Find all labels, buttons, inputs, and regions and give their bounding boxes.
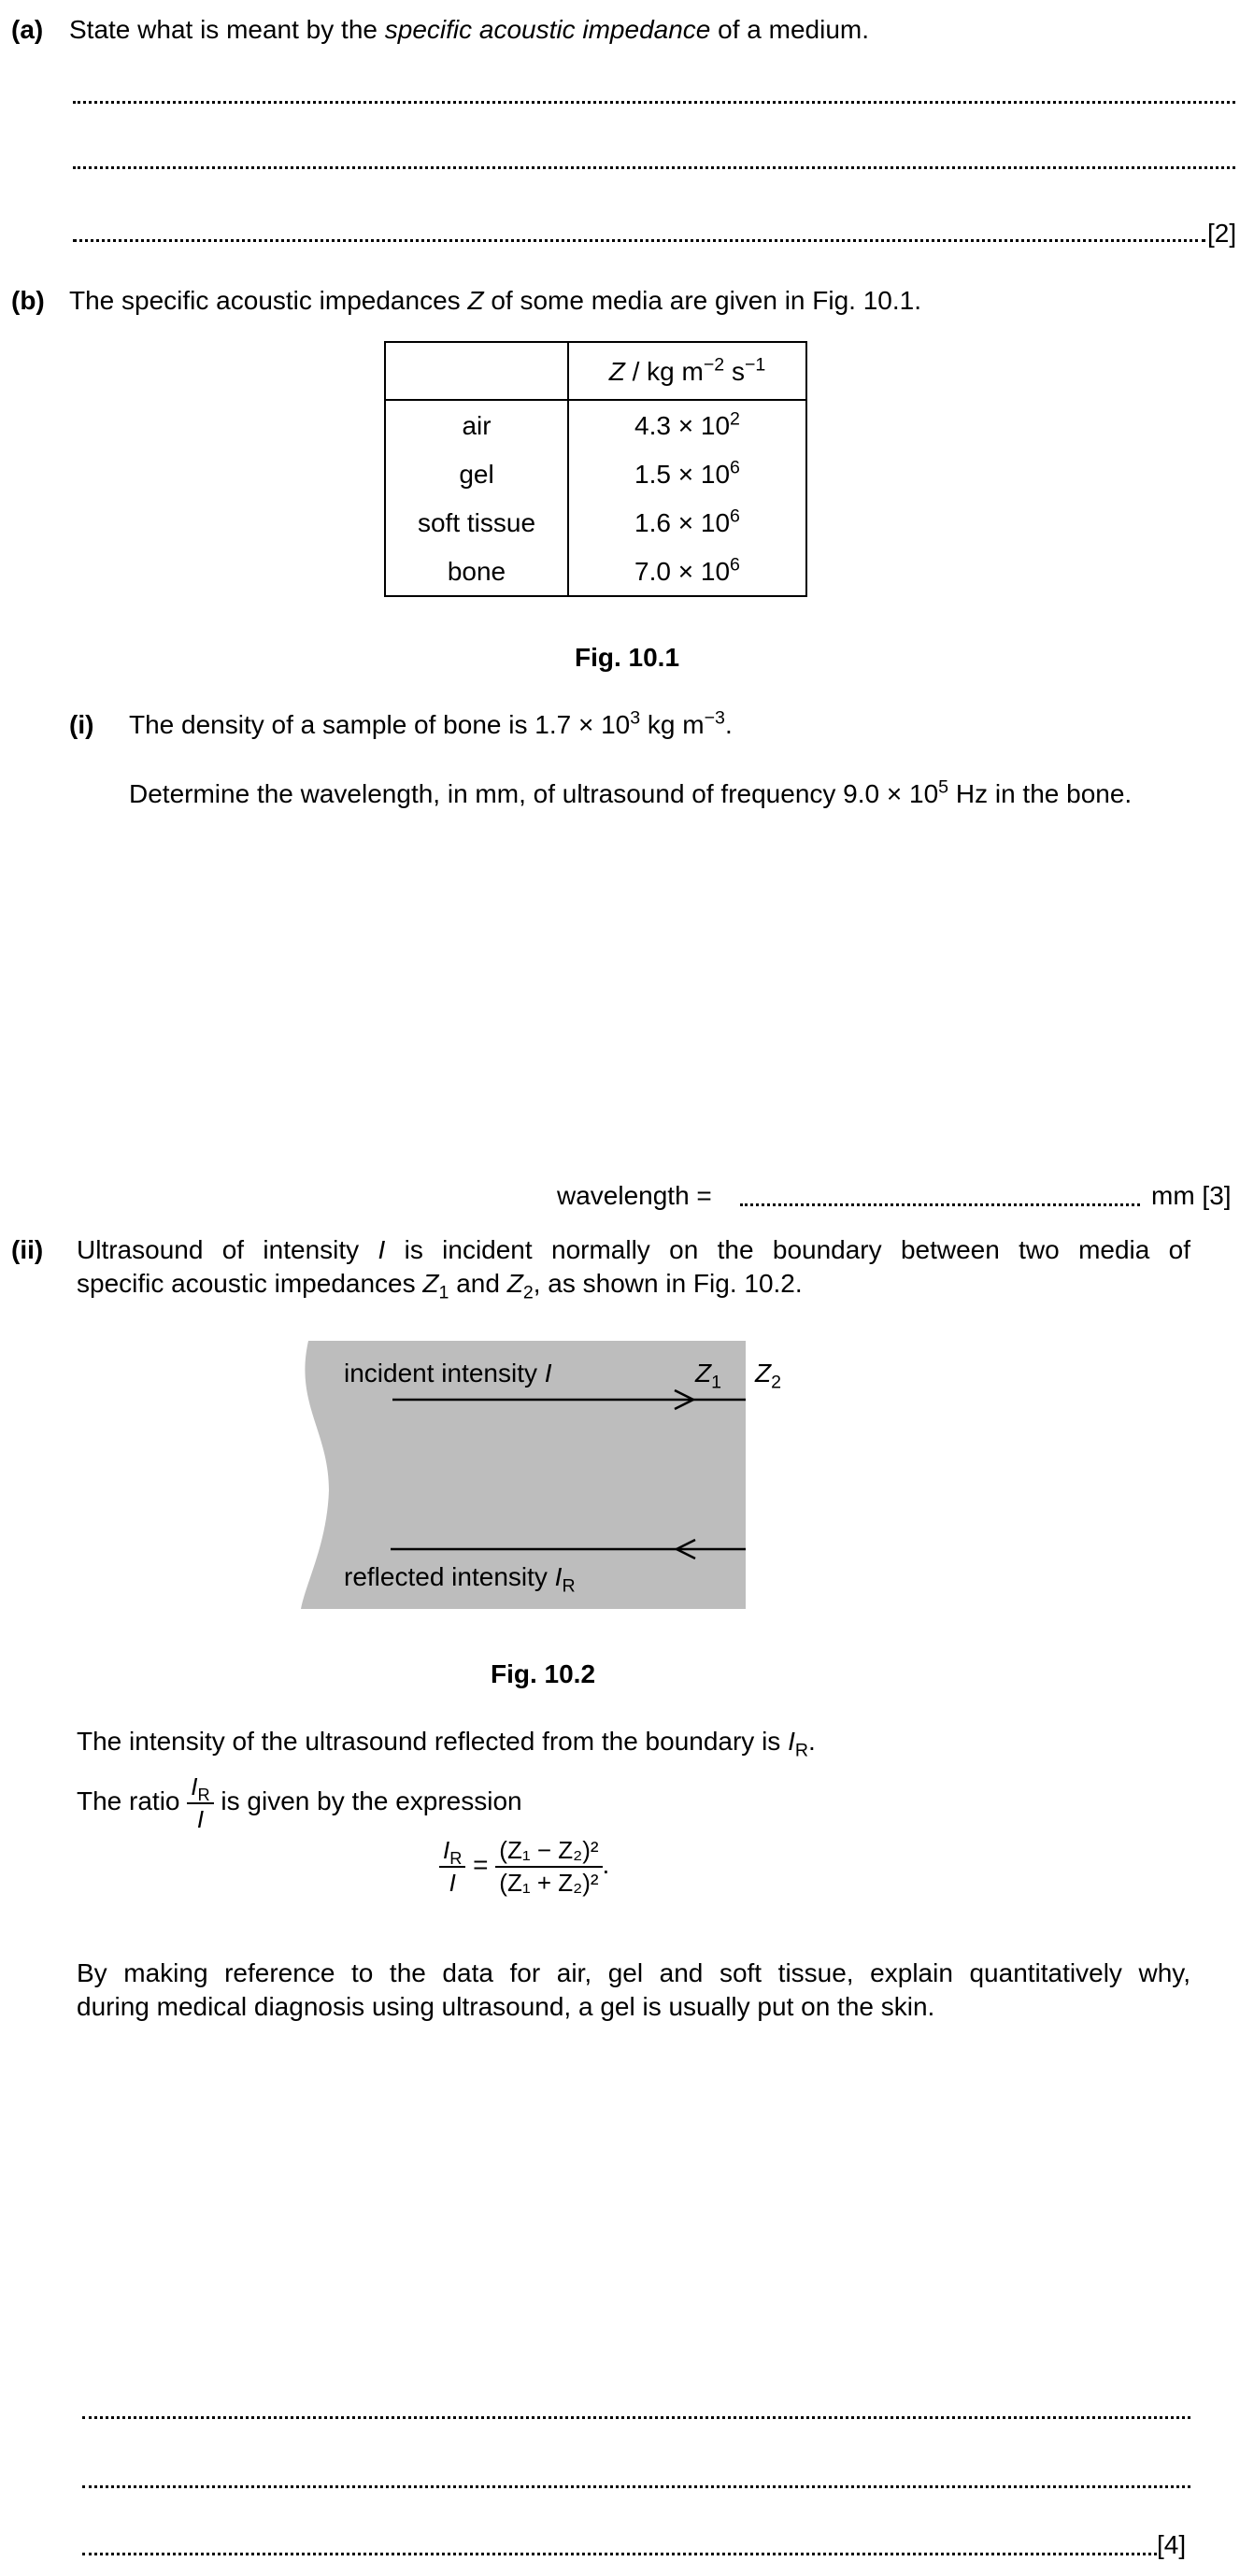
- table-row: [385, 547, 806, 596]
- fig-10-2-caption: Fig. 10.2: [490, 1659, 596, 1688]
- table-row: [385, 498, 806, 547]
- part-a-text: State what is meant by the: [69, 15, 385, 44]
- reflected-intensity-label: reflected intensity $I_R$: [344, 1562, 576, 1597]
- part-ii-label: (ii): [11, 1235, 44, 1264]
- part-b-intro: [69, 284, 921, 317]
- answer-line[interactable]: [82, 2416, 1190, 2419]
- table-cell-medium: soft tissue: [385, 498, 568, 547]
- part-a-term: specific acoustic impedance: [384, 15, 711, 44]
- wavelength-label: wavelength =: [557, 1181, 712, 1210]
- part-b-intro-end: of some media are given in Fig. 10.1.: [483, 286, 922, 315]
- explain-line-2: during medical diagnosis using ultrasound, a gel is usually put on the skin.: [77, 1992, 935, 2021]
- table-cell-medium: bone: [385, 547, 568, 596]
- marks-a: [2]: [1207, 219, 1237, 248]
- part-a-question: [69, 13, 869, 46]
- wavelength-answer-line[interactable]: [740, 1203, 1140, 1206]
- answer-line[interactable]: [73, 101, 1235, 104]
- table-cell-z: $1.5 \times 10^6$: [568, 449, 806, 498]
- table-header-row: [385, 342, 806, 400]
- table-row: [385, 400, 806, 449]
- table-cell-z: $4.3 \times 10^2$: [568, 400, 806, 449]
- part-a-text-end: of a medium.: [710, 15, 870, 44]
- part-ii-line1: Ultrasound of intensity I is incident normally on the boundary between two media of: [77, 1235, 1191, 1264]
- marks-ii: [4]: [1157, 2530, 1187, 2559]
- answer-line[interactable]: [82, 2485, 1190, 2488]
- z1-label: $Z_1$: [695, 1359, 722, 1393]
- answer-line[interactable]: [73, 239, 1205, 242]
- explain-line-1: By making reference to the data for air, gel and soft tissue, explain quantitatively why,: [77, 1958, 1190, 1987]
- table-header-medium: [385, 342, 568, 400]
- part-i-question: Determine the wavelength, in mm, of ultrasound of frequency $9.0 \times 10^5$ Hz in the bone.: [129, 776, 1133, 808]
- ratio-text: The ratio $\frac{I_R}{I}$ is given by the expression: [77, 1772, 522, 1833]
- table-cell-z: $7.0 \times 10^6$: [568, 547, 806, 596]
- reflected-intensity-text: The intensity of the ultrasound reflected from the boundary is $I_R$.: [77, 1727, 816, 1761]
- answer-line[interactable]: [82, 2553, 1157, 2555]
- ratio-expression: $\frac{I_R}{I}$ = $\frac{\text{(Z₁ − Z₂)²}}{\text{(Z₁ + Z₂)²}}$ .: [439, 1835, 609, 1898]
- part-b-intro-text: The specific acoustic impedances: [69, 286, 468, 315]
- table-row: [385, 449, 806, 498]
- z-symbol: Z: [467, 286, 484, 315]
- z2-label: $Z_2$: [755, 1359, 782, 1393]
- table-cell-medium: gel: [385, 449, 568, 498]
- table-header-z: Z / kg $m^{-2}$ $s^{-1}$: [568, 342, 806, 400]
- answer-line[interactable]: [73, 166, 1235, 169]
- part-b-label: (b): [11, 286, 45, 315]
- part-i-density: The density of a sample of bone is $1.7 \times 10^3$ kg $m^{-3}$.: [129, 707, 733, 739]
- part-ii-line2: specific acoustic impedances $Z_1$ and $Z_2$, as shown in Fig. 10.2.: [77, 1269, 803, 1303]
- fig-10-1-caption: Fig. 10.1: [574, 643, 680, 672]
- table-cell-medium: air: [385, 400, 568, 449]
- part-a-label: (a): [11, 15, 44, 44]
- part-i-label: (i): [69, 710, 94, 739]
- impedance-table: [384, 341, 807, 597]
- table-cell-z: $1.6 \times 10^6$: [568, 498, 806, 547]
- wavelength-unit-marks: mm [3]: [1151, 1181, 1232, 1210]
- incident-intensity-label: incident intensity I: [344, 1359, 552, 1388]
